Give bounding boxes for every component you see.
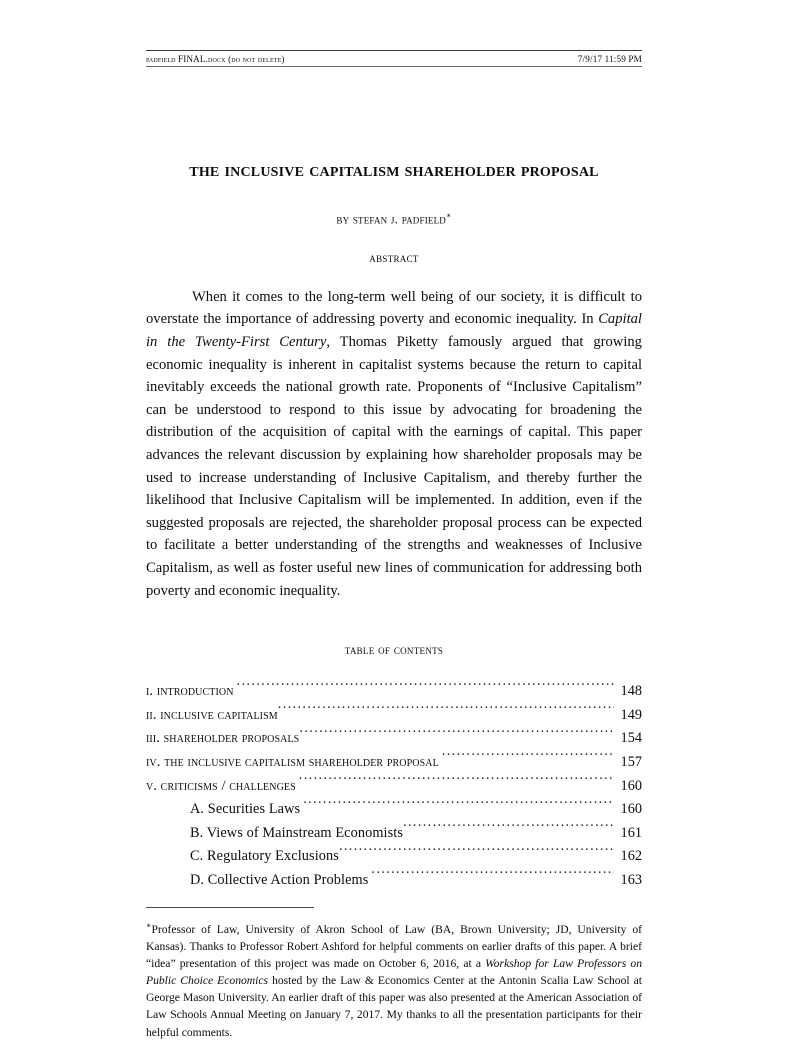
toc-entry-shareholder-proposals[interactable] — [146, 727, 642, 751]
running-header — [146, 51, 642, 66]
running-header-timestamp: 7/9/17 11:59 PM — [577, 53, 642, 64]
toc-entry-label: i. introduction — [146, 683, 234, 700]
toc-page-number: 161 — [620, 824, 642, 841]
running-header-prefix: padfield — [146, 53, 179, 64]
toc-entry-inclusive-capitalism[interactable] — [146, 704, 642, 728]
toc-entry-label: iii. shareholder proposals — [146, 730, 300, 747]
toc-page-number: 163 — [620, 871, 642, 888]
footnote-separator — [146, 907, 314, 908]
toc-entry-views-of-mainstream-economists[interactable] — [146, 822, 642, 846]
page-content — [146, 0, 642, 1041]
article-title: the inclusive capitalism shareholder proposal — [189, 160, 599, 181]
toc-page-number: 148 — [620, 683, 642, 700]
abstract-text-part2: , Thomas Piketty famously argued that growing economic inequality is inherent in capitalist systems because the return to capital inevitably exceeds the national growth rate. Proponents of “Inclusive Capitalism” can be understood to respond to this issue by advocating for broadening the distribution of the acquisition of capital with the earnings of capital. This paper advances the relevant discussion by explaining how shareholder proposals may be used to increase understanding of Inclusive Capitalism, and thereby further the likelihood that Inclusive Capitalism will be implemented. In addition, even if the suggested proposals are rejected, the shareholder proposal process can be expected to facilitate a better understanding of the strengths and weaknesses of Inclusive Capitalism, as well as foster useful new lines of communication for addressing both poverty and economic inequality. — [146, 334, 642, 599]
toc-dot-leader — [442, 752, 614, 766]
toc-dot-leader — [278, 705, 614, 719]
footnote-workshop-title: Workshop for Law Professors on Public Choice Economics — [146, 956, 642, 987]
toc-page-number: 157 — [620, 753, 642, 770]
running-header-suffix: (do not delete) — [225, 53, 285, 64]
toc-dot-leader — [299, 776, 614, 790]
abstract-text-part1: When it comes to the long-term well being of our society, it is difficult to overstate the importance of addressing poverty and economic inequality. In — [146, 288, 642, 328]
toc-entry-label: iv. the inclusive capitalism shareholder proposal — [146, 753, 439, 770]
toc-dot-leader — [237, 681, 614, 695]
toc-entry-label: D. Collective Action Problems — [190, 871, 369, 888]
abstract-book-title: Capital in the Twenty-First Century — [146, 311, 642, 351]
toc-dot-leader — [303, 799, 614, 813]
byline-text: by stefan j. padfield — [336, 211, 446, 227]
toc-entry-label: v. criticisms / challenges — [146, 777, 296, 794]
toc-page-number: 160 — [620, 801, 642, 818]
toc-entry-label: A. Securities Laws — [190, 801, 301, 818]
toc-entry-label: B. Views of Mainstream Economists — [190, 824, 404, 841]
toc-page-number: 160 — [620, 777, 642, 794]
toc-dot-leader — [403, 823, 614, 837]
toc-heading: table of contents — [344, 642, 444, 658]
toc-entry-inclusive-capitalism-shareholder-proposal[interactable] — [146, 751, 642, 775]
toc-dot-leader — [371, 870, 614, 884]
toc-page-number: 154 — [620, 730, 642, 747]
toc-page-number: 162 — [620, 848, 642, 865]
toc-entry-introduction[interactable] — [146, 680, 642, 704]
toc-page-number: 149 — [620, 706, 642, 723]
toc-entry-label: ii. inclusive capitalism — [146, 706, 278, 723]
footnote-text-part2: hosted by the Law & Economics Center at the Antonin Scalia Law School at George Mason University. An earlier draft of this paper was also presented at the American Association of Law Schools Annual Meeting on January 7, 2017. My thanks to all the presentation participants for their helpful comments. — [146, 973, 642, 1039]
toc-list — [146, 680, 642, 892]
footnote-text-part1: Professor of Law, University of Akron School of Law (BA, Brown University; JD, University of Kansas). Thanks to Professor Robert Ashford for helpful comments on earlier drafts of this paper. A brief “idea” presentation of this project was made on October 6, 2016, at a — [146, 922, 642, 970]
toc-entry-securities-laws[interactable] — [146, 798, 642, 822]
abstract-body — [146, 286, 642, 602]
article-byline — [146, 211, 642, 227]
toc-dot-leader — [299, 728, 614, 742]
toc-entry-regulatory-exclusions[interactable] — [146, 845, 642, 869]
author-footnote — [146, 917, 642, 1041]
byline-footnote-marker: ∗ — [445, 211, 452, 221]
footnote-marker: ∗ — [146, 920, 152, 930]
toc-entry-criticisms-challenges[interactable] — [146, 775, 642, 799]
toc-dot-leader — [339, 846, 614, 860]
abstract-heading: abstract — [369, 249, 419, 265]
running-header-document-name — [146, 54, 285, 64]
toc-entry-collective-action-problems[interactable] — [146, 869, 642, 893]
header-bottom-rule — [146, 66, 642, 67]
running-header-filename: FINAL.docx — [178, 53, 226, 64]
toc-entry-label: C. Regulatory Exclusions — [190, 848, 339, 865]
